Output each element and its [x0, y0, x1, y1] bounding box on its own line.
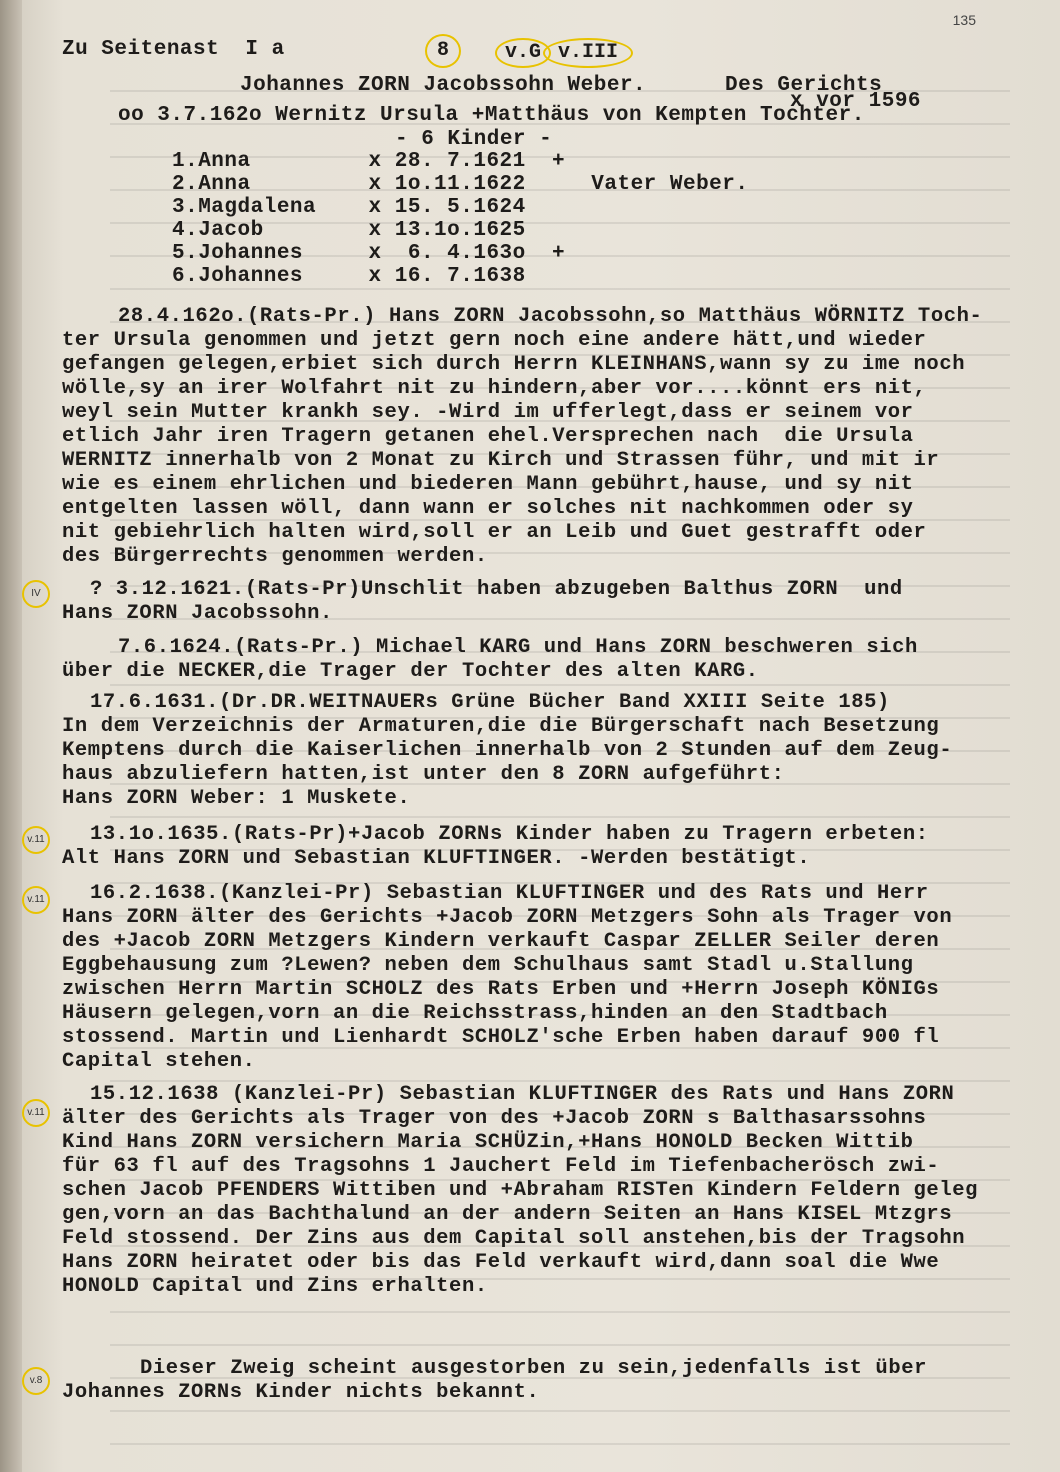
margin-note: v.11	[22, 1099, 50, 1127]
text-line: Des Gerichts	[725, 74, 883, 97]
margin-note: v.8	[22, 1367, 50, 1395]
text-line: x vor 1596	[790, 90, 922, 113]
text-line: des +Jacob ZORN Metzgers Kindern verkauft Caspar ZELLER Seiler deren	[62, 930, 940, 953]
book-binding-shadow	[0, 0, 22, 1472]
text-line: 6.Johannes x 16. 7.1638	[172, 265, 526, 288]
text-line: 7.6.1624.(Rats-Pr.) Michael KARG und Hans ZORN beschweren sich	[118, 636, 918, 659]
text-line: Hans ZORN älter des Gerichts +Jacob ZORN Metzgers Sohn als Trager von	[62, 906, 953, 929]
text-line: 17.6.1631.(Dr.DR.WEITNAUERs Grüne Bücher Band XXIII Seite 185)	[90, 691, 890, 714]
text-line: ? 3.12.1621.(Rats-Pr)Unschlit haben abzugeben Balthus ZORN und	[90, 578, 903, 601]
text-line: Hans ZORN Jacobssohn.	[62, 602, 333, 625]
text-line: gefangen gelegen,erbiet sich durch Herrn KLEINHANS,wann sy zu ime noch	[62, 353, 966, 376]
code-vg: v.G	[495, 38, 551, 68]
text-line: Häusern gelegen,vorn an die Reichsstrass,hinden an den Stadtbach	[62, 1002, 888, 1025]
text-line: nit gebiehrlich halten wird,soll er an Leib und Guet gestrafft oder	[62, 521, 927, 544]
text-line: über die NECKER,die Trager der Tochter des alten KARG.	[62, 660, 759, 683]
margin-note: v.11	[22, 826, 50, 854]
text-line: Eggbehausung zum ?Lewen? neben dem Schulhaus samt Stadl u.Stallung	[62, 954, 914, 977]
text-line: oo 3.7.162o Wernitz Ursula +Matthäus von Kempten Tochter.	[118, 104, 865, 127]
text-line: älter des Gerichts als Trager von des +Jacob ZORN s Balthasarssohns	[62, 1107, 927, 1130]
text-line: Alt Hans ZORN und Sebastian KLUFTINGER. -Werden bestätigt.	[62, 847, 811, 870]
circled-number: 8	[425, 34, 461, 68]
text-line: ter Ursula genommen und jetzt gern noch eine andere hätt,und wieder	[62, 329, 927, 352]
text-line: Johannes ZORNs Kinder nichts bekannt.	[62, 1381, 540, 1404]
text-line: 28.4.162o.(Rats-Pr.) Hans ZORN Jacobssohn,so Matthäus WÖRNITZ Toch-	[118, 305, 983, 328]
text-line: 5.Johannes x 6. 4.163o +	[172, 242, 566, 265]
text-line: Hans ZORN heiratet oder bis das Feld verkauft wird,dann soal die Wwe	[62, 1251, 940, 1274]
text-line: 1.Anna x 28. 7.1621 +	[172, 150, 566, 173]
branch-label: Zu Seitenast I a	[62, 38, 285, 61]
text-line: für 63 fl auf des Tragsohns 1 Jauchert Feld im Tiefenbacherösch zwi-	[62, 1155, 940, 1178]
text-line: Feld stossend. Der Zins aus dem Capital soll anstehen,bis der Tragsohn	[62, 1227, 966, 1250]
text-line: wie es einem ehrlichen und biederen Mann gebührt,hause, und sy nit	[62, 473, 914, 496]
text-line: 2.Anna x 1o.11.1622 Vater Weber.	[172, 173, 749, 196]
page-number: 135	[952, 12, 976, 28]
text-line: In dem Verzeichnis der Armaturen,die die Bürgerschaft nach Besetzung	[62, 715, 940, 738]
text-line: 15.12.1638 (Kanzlei-Pr) Sebastian KLUFTINGER des Rats und Hans ZORN	[90, 1083, 955, 1106]
text-line: WERNITZ innerhalb von 2 Monat zu Kirch und Strassen führ, und mit ir	[62, 449, 940, 472]
text-line: wölle,sy an irer Wolfahrt nit zu hindern,aber vor....könnt ers nit,	[62, 377, 927, 400]
text-line: des Bürgerrechts genommen werden.	[62, 545, 488, 568]
margin-note: IV	[22, 580, 50, 608]
text-line: Johannes ZORN Jacobssohn Weber.	[240, 74, 647, 97]
text-line: schen Jacob PFENDERS Wittiben und +Abraham RISTen Kindern Feldern geleg	[62, 1179, 979, 1202]
text-line: stossend. Martin und Lienhardt SCHOLZ'sche Erben haben darauf 900 fl	[62, 1026, 940, 1049]
text-line: etlich Jahr iren Tragern getanen ehel.Versprechen nach die Ursula	[62, 425, 914, 448]
text-line: gen,vorn an das Bachthalund an der andern Seiten an Hans KISEL Mtzgrs	[62, 1203, 953, 1226]
text-line: 4.Jacob x 13.1o.1625	[172, 219, 526, 242]
text-line: haus abzuliefern hatten,ist unter den 8 ZORN aufgeführt:	[62, 763, 785, 786]
text-line: Capital stehen.	[62, 1050, 256, 1073]
text-line: entgelten lassen wöll, dann wann er solches nit nachkommen oder sy	[62, 497, 914, 520]
text-line: zwischen Herrn Martin SCHOLZ des Rats Erben und +Herrn Joseph KÖNIGs	[62, 978, 940, 1001]
code-viii: v.III	[543, 38, 633, 68]
text-line: 16.2.1638.(Kanzlei-Pr) Sebastian KLUFTINGER und des Rats und Herr	[90, 882, 929, 905]
text-line: 3.Magdalena x 15. 5.1624	[172, 196, 526, 219]
text-line: 13.1o.1635.(Rats-Pr)+Jacob ZORNs Kinder haben zu Tragern erbeten:	[90, 823, 929, 846]
text-line: Kemptens durch die Kaiserlichen innerhalb von 2 Stunden auf dem Zeug-	[62, 739, 953, 762]
text-line: Hans ZORN Weber: 1 Muskete.	[62, 787, 411, 810]
text-line: - 6 Kinder -	[395, 128, 553, 151]
text-line: Dieser Zweig scheint ausgestorben zu sein,jedenfalls ist über	[140, 1357, 928, 1380]
text-line: weyl sein Mutter krankh sey. -Wird im ufferlegt,dass er seinem vor	[62, 401, 914, 424]
margin-note: v.11	[22, 886, 50, 914]
text-line: Kind Hans ZORN versichern Maria SCHÜZin,+Hans HONOLD Becken Wittib	[62, 1131, 914, 1154]
text-line: HONOLD Capital und Zins erhalten.	[62, 1275, 488, 1298]
